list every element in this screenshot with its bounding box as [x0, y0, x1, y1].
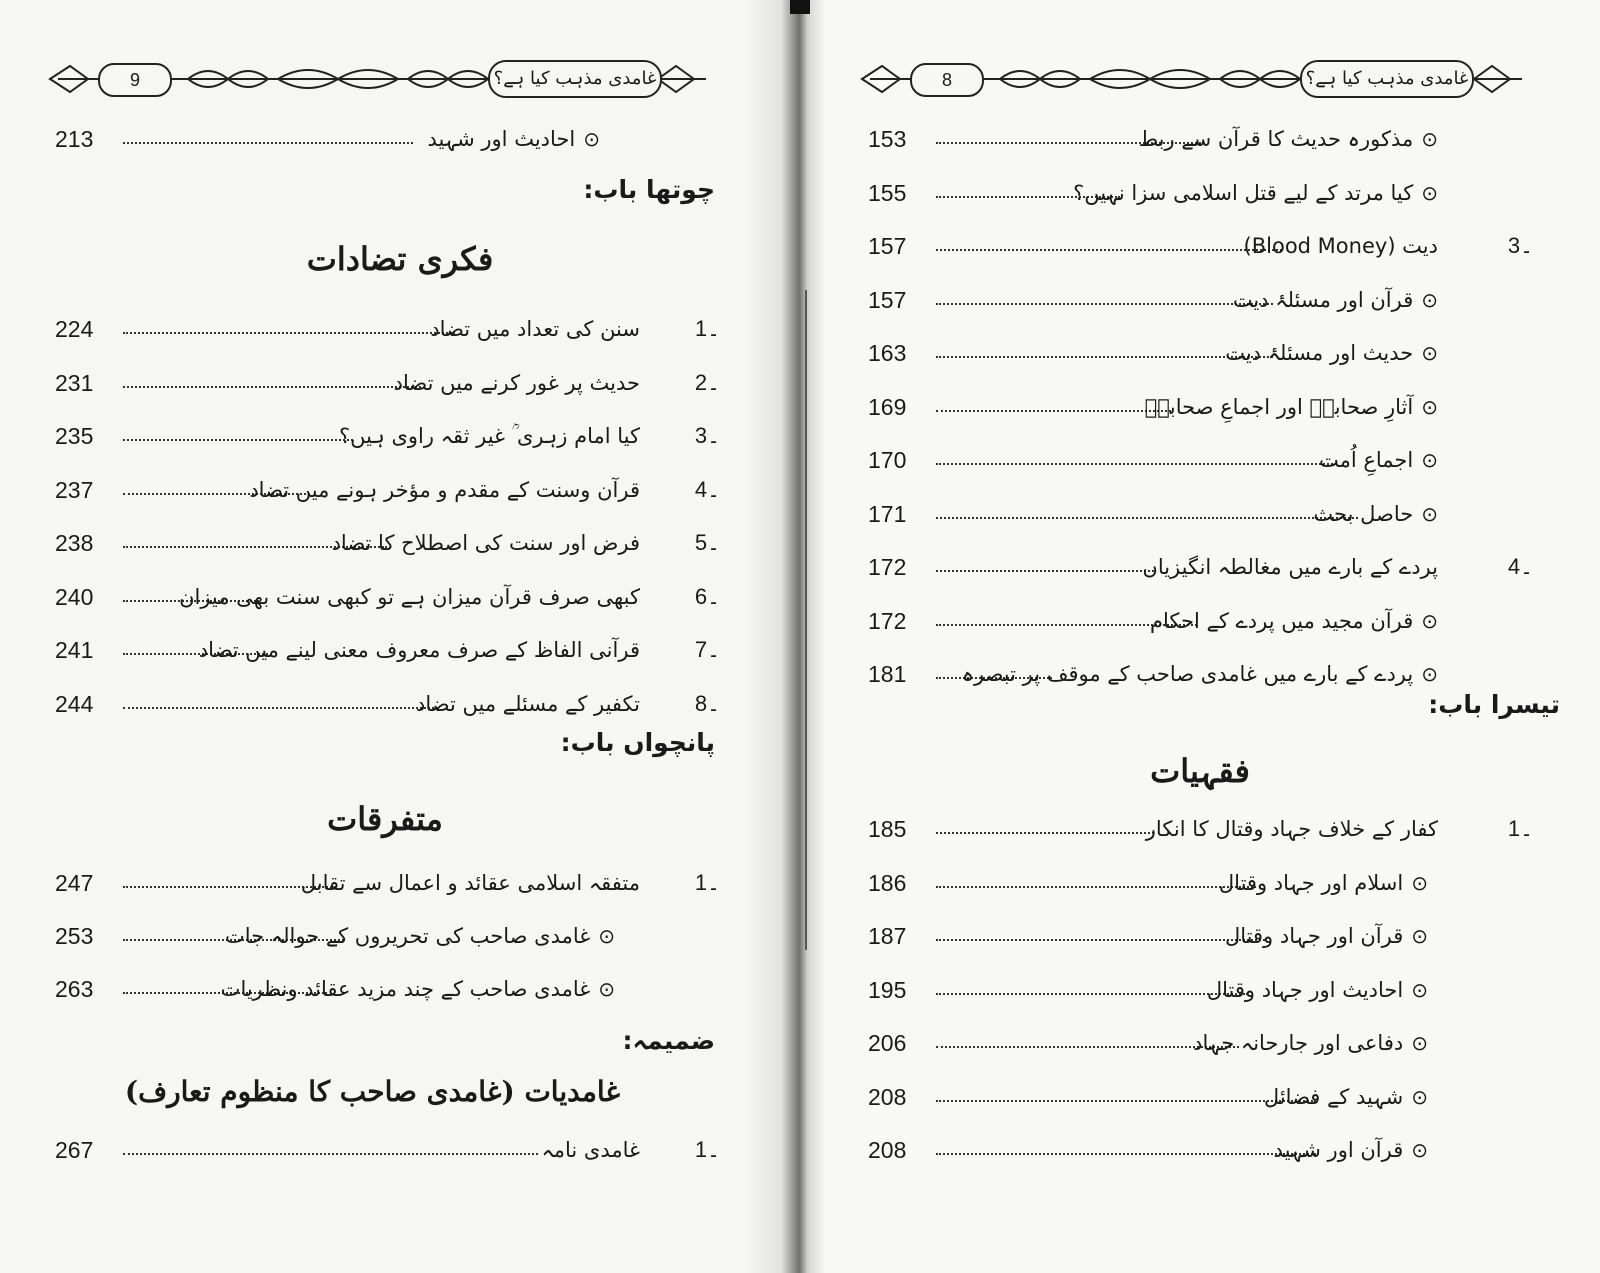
chapter-label: پانچواں باب:	[560, 728, 715, 757]
bullet-icon: ⊙	[1421, 662, 1438, 686]
toc-row[interactable]	[868, 229, 1533, 263]
toc-item-marker: 1۔	[694, 870, 720, 895]
leader-dots	[123, 142, 413, 144]
leader-dots	[936, 463, 1333, 465]
toc-page-number: 195	[868, 976, 907, 1003]
bullet-icon: ⊙	[598, 977, 615, 1001]
toc-row[interactable]	[868, 283, 1533, 317]
toc-entry-text: ⊙حدیث اور مسئلۂ دیت	[1225, 341, 1438, 365]
toc-page-number: 187	[868, 923, 907, 949]
toc-row[interactable]	[868, 443, 1533, 477]
toc-page-number: 267	[55, 1137, 94, 1163]
leader-dots	[936, 993, 1248, 995]
leader-dots	[123, 439, 353, 441]
toc-row[interactable]	[868, 866, 1533, 900]
appendix-title: غامدیات (غامدی صاحب کا منظوم تعارف)	[124, 1075, 620, 1108]
toc-page-number: 186	[868, 869, 907, 896]
toc-item-marker: 1۔	[1507, 816, 1533, 841]
toc-entry-text: قرآنی الفاظ کے صرف معروف معنی لینے میں تضاد	[198, 638, 640, 662]
right-page	[810, 0, 1600, 1273]
toc-row[interactable]	[55, 580, 720, 614]
leader-dots	[936, 1100, 1316, 1102]
right-header-ornament	[860, 60, 1532, 98]
toc-page-number: 213	[55, 126, 94, 152]
left-header-ornament	[48, 60, 716, 98]
toc-entry-text: ⊙احادیث اور شہید	[427, 127, 600, 151]
leader-dots	[123, 707, 438, 709]
leader-dots	[936, 939, 1265, 941]
page-number: 9	[98, 63, 172, 97]
toc-entry-text: ⊙احادیث اور جہاد وقتال	[1206, 977, 1428, 1002]
toc-row[interactable]	[868, 550, 1533, 584]
toc-page-number: 244	[55, 690, 94, 717]
toc-page-number: 157	[868, 233, 907, 259]
toc-item-marker: 3۔	[1507, 233, 1533, 258]
toc-row[interactable]	[55, 526, 720, 560]
toc-page-number: 235	[55, 423, 94, 449]
toc-page-number: 263	[55, 976, 94, 1002]
toc-page-number: 247	[55, 870, 94, 896]
toc-row[interactable]	[868, 1133, 1533, 1167]
toc-row[interactable]	[868, 390, 1533, 424]
bullet-icon: ⊙	[598, 924, 615, 948]
toc-row[interactable]	[55, 972, 720, 1006]
gutter-edge	[790, 0, 810, 14]
leader-dots	[936, 356, 1273, 358]
toc-entry-text: ⊙غامدی صاحب کی تحریروں کے حوالہ جات	[224, 924, 615, 948]
bullet-icon: ⊙	[1411, 977, 1428, 1002]
toc-row[interactable]	[55, 919, 720, 953]
leader-dots	[936, 832, 1154, 834]
bullet-icon: ⊙	[1421, 180, 1438, 205]
leader-dots	[936, 570, 1154, 572]
toc-entry-text: ⊙قرآن مجید میں پردے کے احکام	[1150, 608, 1438, 633]
chapter-label: تیسرا باب:	[1428, 690, 1560, 719]
toc-entry-text: سنن کی تعداد میں تضاد	[430, 317, 640, 341]
bullet-icon: ⊙	[1411, 1138, 1428, 1162]
toc-entry-text: غامدی نامہ	[541, 1138, 640, 1162]
toc-page-number: 172	[868, 607, 907, 634]
toc-page-number: 181	[868, 661, 907, 687]
leader-dots	[936, 303, 1273, 305]
toc-entry-text: ⊙کیا مرتد کے لیے قتل اسلامی سزا نہیں؟	[1073, 180, 1438, 205]
toc-entry-text: ⊙اجماعِ اُمت	[1318, 448, 1438, 472]
toc-row[interactable]	[868, 497, 1533, 531]
toc-entry-text: ⊙مذکورہ حدیث کا قرآن سے ربط	[1138, 127, 1438, 151]
page-number: 8	[910, 63, 984, 97]
bullet-icon: ⊙	[1421, 341, 1438, 365]
leader-dots	[123, 332, 455, 334]
toc-page-number: 172	[868, 554, 907, 580]
toc-row[interactable]	[55, 866, 720, 900]
page-edge-line	[805, 290, 807, 950]
toc-row[interactable]	[868, 604, 1533, 638]
bullet-icon: ⊙	[1421, 501, 1438, 526]
toc-row[interactable]	[55, 1133, 720, 1167]
toc-entry-text: ⊙قرآن اور جہاد وقتال	[1225, 924, 1428, 948]
toc-row[interactable]	[55, 419, 720, 453]
toc-item-marker: 4۔	[694, 476, 720, 502]
toc-page-number: 169	[868, 393, 907, 420]
toc-row[interactable]	[55, 633, 720, 667]
toc-page-number: 240	[55, 583, 94, 610]
leader-dots	[123, 1153, 538, 1155]
leader-dots	[936, 249, 1282, 251]
toc-row[interactable]	[55, 687, 720, 721]
toc-row[interactable]	[868, 919, 1533, 953]
chapter-title: متفرقات	[327, 800, 443, 838]
toc-page-number: 163	[868, 340, 907, 366]
toc-row[interactable]	[868, 973, 1533, 1007]
bullet-icon: ⊙	[1411, 1031, 1428, 1055]
toc-page-number: 238	[55, 530, 94, 556]
leader-dots	[936, 1153, 1316, 1155]
leader-dots	[936, 410, 1171, 412]
toc-entry-text: متفقہ اسلامی عقائد و اعمال سے تقابل	[300, 871, 640, 895]
toc-page-number: 208	[868, 1137, 907, 1163]
toc-page-number: 155	[868, 179, 907, 206]
chapter-title: فقہیات	[1150, 752, 1250, 790]
toc-row[interactable]	[868, 122, 1533, 156]
toc-page-number: 206	[868, 1030, 907, 1056]
toc-page-number: 208	[868, 1083, 907, 1110]
toc-entry-text: کفار کے خلاف جہاد وقتال کا انکار	[1145, 817, 1438, 841]
toc-entry-text: پردے کے بارے میں مغالطہ انگیزیاں	[1142, 555, 1438, 579]
toc-page-number: 224	[55, 316, 94, 342]
toc-row[interactable]	[55, 312, 720, 346]
toc-entry-text: ⊙اسلام اور جہاد وقتال	[1218, 870, 1428, 895]
toc-entry-text: تکفیر کے مسئلے میں تضاد	[416, 691, 640, 716]
toc-page-number: 231	[55, 369, 94, 396]
bullet-icon: ⊙	[1421, 127, 1438, 151]
bullet-icon: ⊙	[1421, 287, 1438, 312]
bullet-icon: ⊙	[583, 127, 600, 151]
appendix-label: ضمیمہ:	[622, 1026, 715, 1055]
leader-dots	[936, 517, 1358, 519]
toc-page-number: 171	[868, 500, 907, 527]
toc-entry-text: ⊙دفاعی اور جارحانہ جہاد	[1193, 1031, 1428, 1055]
toc-entry-text: ⊙قرآن اور شہید	[1273, 1138, 1428, 1162]
bullet-icon: ⊙	[1421, 608, 1438, 633]
toc-page-number: 153	[868, 126, 907, 152]
toc-row[interactable]	[55, 366, 720, 400]
toc-item-marker: 7۔	[694, 637, 720, 662]
toc-entry-text: ⊙غامدی صاحب کے چند مزید عقائد ونظریات	[220, 977, 615, 1001]
toc-entry-text: ⊙پردے کے بارے میں غامدی صاحب کے موقف پر تبصرہ	[961, 662, 1438, 686]
book-gutter-shadow	[745, 0, 825, 1273]
bullet-icon: ⊙	[1421, 448, 1438, 472]
leader-dots	[936, 886, 1256, 888]
toc-page-number: 185	[868, 816, 907, 842]
toc-entry-text: حدیث پر غور کرنے میں تضاد	[393, 370, 640, 395]
toc-row[interactable]	[868, 657, 1533, 691]
toc-row[interactable]	[868, 812, 1533, 846]
toc-item-marker: 6۔	[694, 583, 720, 609]
toc-page-number: 241	[55, 637, 94, 663]
leader-dots	[123, 386, 421, 388]
toc-row[interactable]	[868, 336, 1533, 370]
toc-row[interactable]	[55, 122, 600, 156]
toc-entry-text: ⊙قرآن اور مسئلۂ دیت	[1232, 287, 1438, 312]
toc-item-marker: 1۔	[694, 1137, 720, 1162]
toc-item-marker: 3۔	[694, 423, 720, 448]
toc-entry-text: فرض اور سنت کی اصطلاح کا تضاد	[331, 531, 640, 555]
toc-entry-text: قرآن وسنت کے مقدم و مؤخر ہونے میں تضاد	[249, 477, 640, 502]
toc-item-marker: 4۔	[1507, 554, 1533, 579]
toc-entry-text: دیت (Blood Money)	[1243, 234, 1438, 258]
toc-row[interactable]	[868, 176, 1533, 210]
bullet-icon: ⊙	[1421, 394, 1438, 419]
toc-entry-text: ⊙آثارِ صحابہؓ اور اجماعِ صحابہؓ	[1144, 394, 1438, 419]
running-header-title: غامدی مذہب کیا ہے؟	[1300, 60, 1474, 98]
toc-item-marker: 5۔	[694, 530, 720, 555]
toc-entry-text: کیا امام زہری ؒ غیر ثقہ راوی ہیں؟	[339, 424, 640, 448]
toc-item-marker: 8۔	[694, 690, 720, 716]
toc-page-number: 157	[868, 286, 907, 313]
toc-row[interactable]	[868, 1080, 1533, 1114]
toc-page-number: 170	[868, 447, 907, 473]
bullet-icon: ⊙	[1411, 924, 1428, 948]
toc-row[interactable]	[868, 1026, 1533, 1060]
toc-page-number: 237	[55, 476, 94, 503]
bullet-icon: ⊙	[1411, 1084, 1428, 1109]
bullet-icon: ⊙	[1411, 870, 1428, 895]
toc-page-number: 253	[55, 923, 94, 949]
toc-entry-text: ⊙شہید کے فضائل	[1263, 1084, 1428, 1109]
running-header-title: غامدی مذہب کیا ہے؟	[488, 60, 662, 98]
chapter-title: فکری تضادات	[306, 240, 494, 278]
toc-entry-text: کبھی صرف قرآن میزان ہے تو کبھی سنت بھی میزان	[179, 584, 640, 609]
toc-row[interactable]	[55, 473, 720, 507]
toc-item-marker: 2۔	[694, 369, 720, 395]
chapter-label: چوتھا باب:	[583, 175, 715, 204]
toc-item-marker: 1۔	[694, 316, 720, 341]
toc-entry-text: ⊙حاصل بحث	[1313, 501, 1438, 526]
